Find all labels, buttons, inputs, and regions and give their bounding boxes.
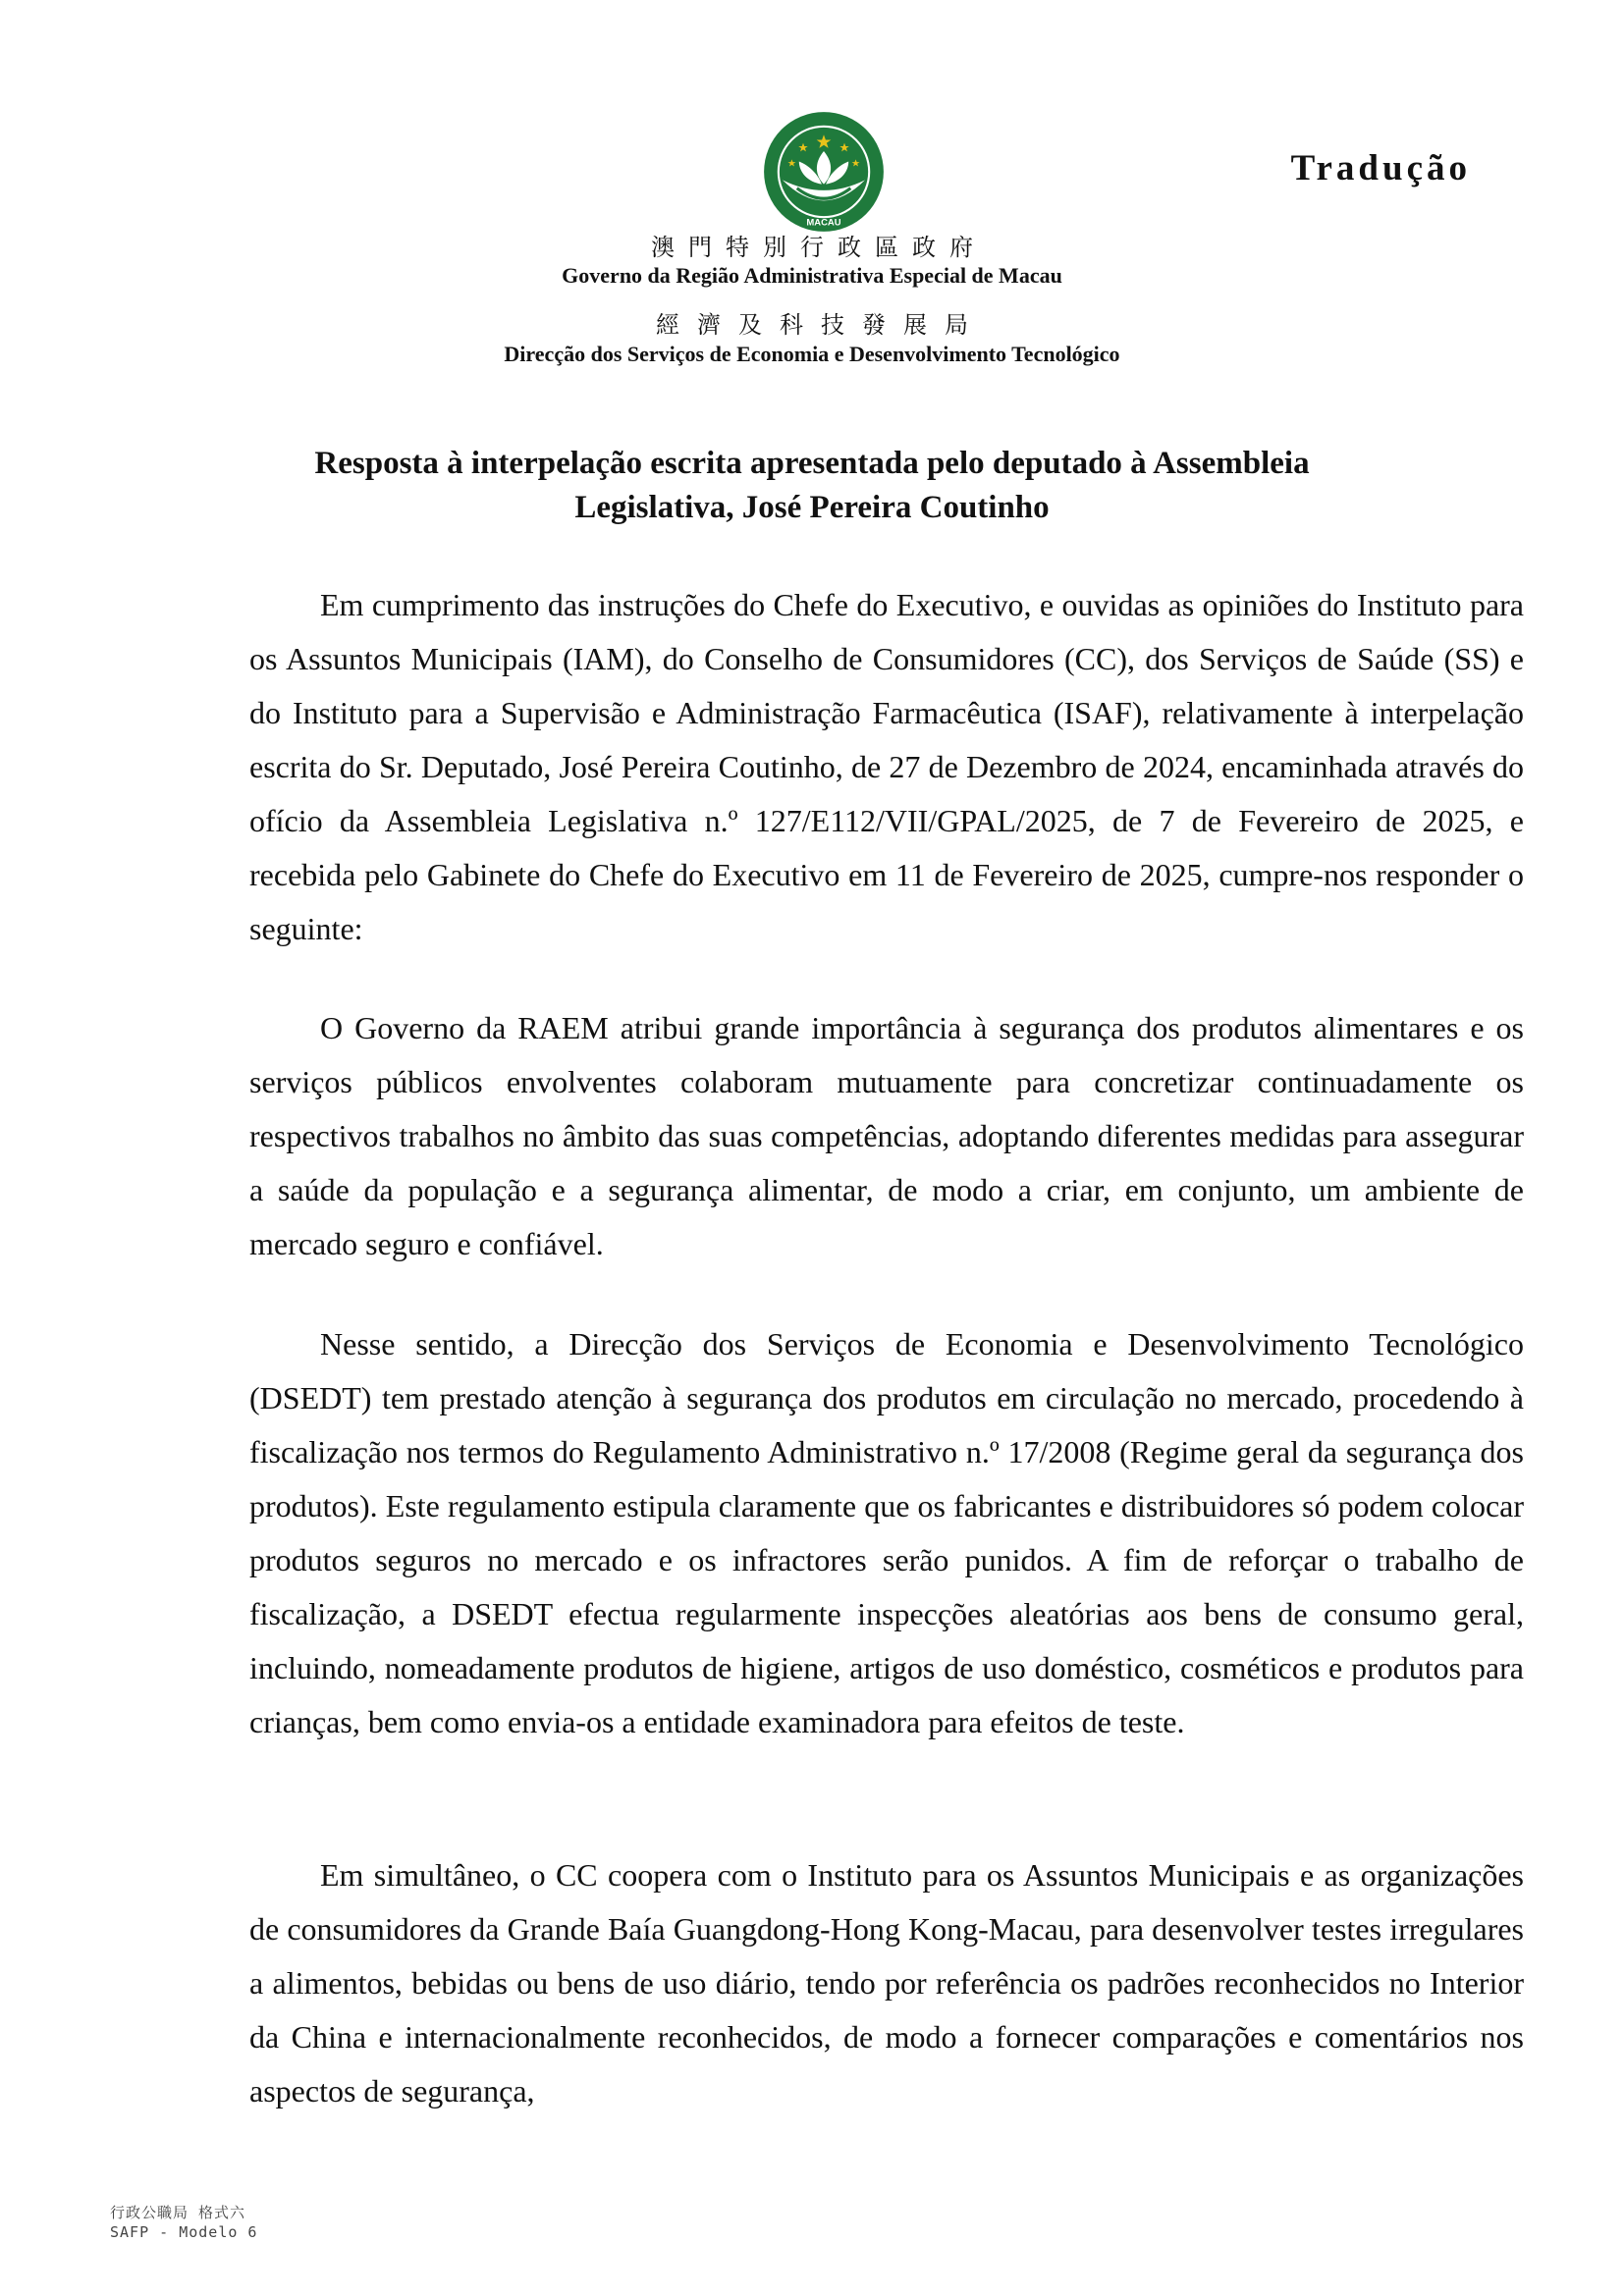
emblem-label: MACAU	[806, 217, 841, 229]
government-name-zh: 澳門特別行政區政府	[651, 234, 987, 261]
body-paragraph: Nesse sentido, a Direcção dos Serviços de Economia e Desenvolvimento Tecnológico (DSEDT) tem prestado atenção à segurança dos produtos em circulação no mercado, procedendo à fiscalização nos termos do Regulamento Administrativo n.º 17/2008 (Regime geral da segurança dos produtos). Este regulamento estipula claramente que os fabricantes e distribuidores só podem colocar produtos seguros no mercado e os infractores serão punidos. A fim de reforçar o trabalho de fiscalização, a DSEDT efectua regularmente inspecções aleatórias aos bens de consumo geral, incluindo, nomeadamente produtos de higiene, artigos de uso doméstico, cosméticos e produtos para crianças, bem como envia-os a entidade examinadora para efeitos de teste.	[249, 1326, 1524, 1739]
macau-emblem-icon	[762, 110, 886, 234]
form-code-zh: 行政公職局 格式六	[110, 2204, 246, 2221]
department-name-zh: 經濟及科技發展局	[656, 311, 986, 339]
document-title-line-2: Legislativa, José Pereira Coutinho	[574, 490, 1050, 525]
body-paragraph: Em simultâneo, o CC coopera com o Instituto para os Assuntos Municipais e as organizações de consumidores da Grande Baía Guangdong-Hong Kong-Macau, para desenvolver testes irregulares a alimentos, bebidas ou bens de uso diário, tendo por referência os padrões reconhecidos no Interior da China e internacionalmente reconhecidos, de modo a fornecer comparações e comentários nos aspectos de segurança,	[249, 1857, 1524, 2109]
document-title-line-1: Resposta à interpelação escrita apresentada pelo deputado à Assembleia	[314, 446, 1310, 481]
translation-badge: Tradução	[1290, 148, 1471, 188]
department-name-pt: Direcção dos Serviços de Economia e Desenvolvimento Tecnológico	[504, 342, 1120, 366]
body-paragraph: O Governo da RAEM atribui grande importância à segurança dos produtos alimentares e os serviços públicos envolventes colaboram mutuamente para concretizar continuadamente os respectivos trabalhos no âmbito das suas competências, adoptando diferentes medidas para assegurar a saúde da população e a segurança alimentar, de modo a criar, em conjunto, um ambiente de mercado seguro e confiável.	[249, 1010, 1524, 1261]
government-name-pt: Governo da Região Administrativa Especial de Macau	[562, 263, 1062, 288]
form-code-pt: SAFP - Modelo 6	[110, 2223, 258, 2241]
body-paragraph: Em cumprimento das instruções do Chefe do Executivo, e ouvidas as opiniões do Instituto para os Assuntos Municipais (IAM), do Conselho de Consumidores (CC), dos Serviços de Saúde (SS) e do Instituto para a Supervisão e Administração Farmacêutica (ISAF), relativamente à interpelação escrita do Sr. Deputado, José Pereira Coutinho, de 27 de Dezembro de 2024, encaminhada através do ofício da Assembleia Legislativa n.º 127/E112/VII/GPAL/2025, de 7 de Fevereiro de 2025, e recebida pelo Gabinete do Chefe do Executivo em 11 de Fevereiro de 2025, cumpre-nos responder o seguinte:	[249, 587, 1524, 946]
